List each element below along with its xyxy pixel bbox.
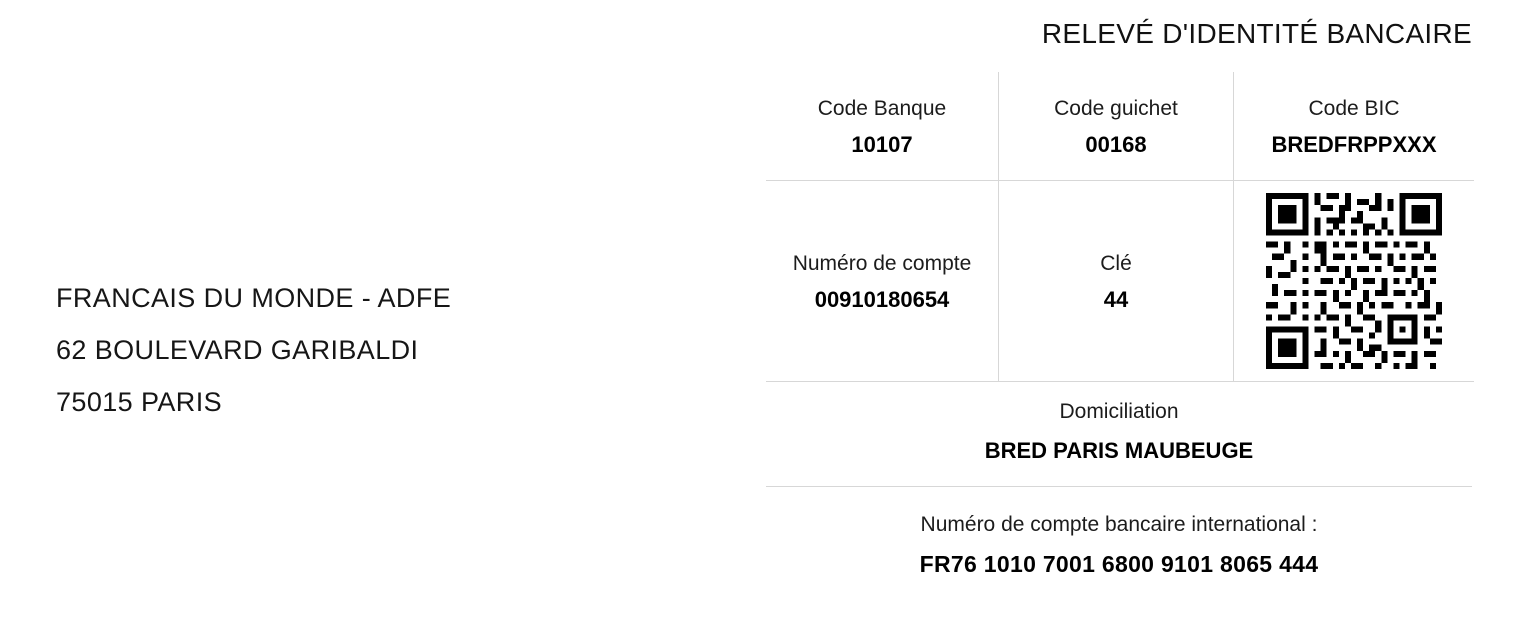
rib-panel	[766, 18, 1472, 578]
key-value: 44	[1103, 286, 1129, 312]
branch-code-label: Code guichet	[1054, 96, 1178, 120]
branch-code-value: 00168	[1085, 131, 1147, 157]
iban-block	[766, 487, 1472, 578]
bank-code-label: Code Banque	[817, 96, 947, 120]
cell-qr-code	[1234, 181, 1475, 382]
cell-branch-code	[999, 72, 1234, 181]
table-row	[766, 181, 1474, 382]
cell-key	[999, 181, 1234, 382]
bank-code-value: 10107	[851, 131, 913, 157]
key-label: Clé	[1100, 251, 1132, 275]
holder-name: FRANCAIS DU MONDE - ADFE	[56, 283, 452, 313]
domiciliation-label: Domiciliation	[1059, 400, 1179, 423]
iban-label: Numéro de compte bancaire international :	[920, 513, 1318, 536]
cell-account-number	[766, 181, 999, 382]
holder-city: 75015 PARIS	[56, 387, 223, 417]
table-row	[766, 72, 1474, 181]
account-holder-address	[56, 272, 676, 428]
rib-table	[766, 72, 1474, 382]
domiciliation-value: BRED PARIS MAUBEUGE	[984, 438, 1254, 463]
domiciliation-block	[766, 382, 1472, 487]
page-title: RELEVÉ D'IDENTITÉ BANCAIRE	[1041, 18, 1472, 49]
account-number-value: 00910180654	[814, 286, 950, 312]
iban-value: FR76 1010 7001 6800 9101 8065 444	[919, 551, 1319, 577]
cell-bic-code	[1234, 72, 1475, 181]
qr-code-icon	[1266, 193, 1442, 369]
bic-code-label: Code BIC	[1308, 96, 1400, 120]
holder-street: 62 BOULEVARD GARIBALDI	[56, 335, 419, 365]
bic-code-value: BREDFRPPXXX	[1271, 131, 1437, 157]
cell-bank-code	[766, 72, 999, 181]
account-number-label: Numéro de compte	[792, 251, 972, 275]
